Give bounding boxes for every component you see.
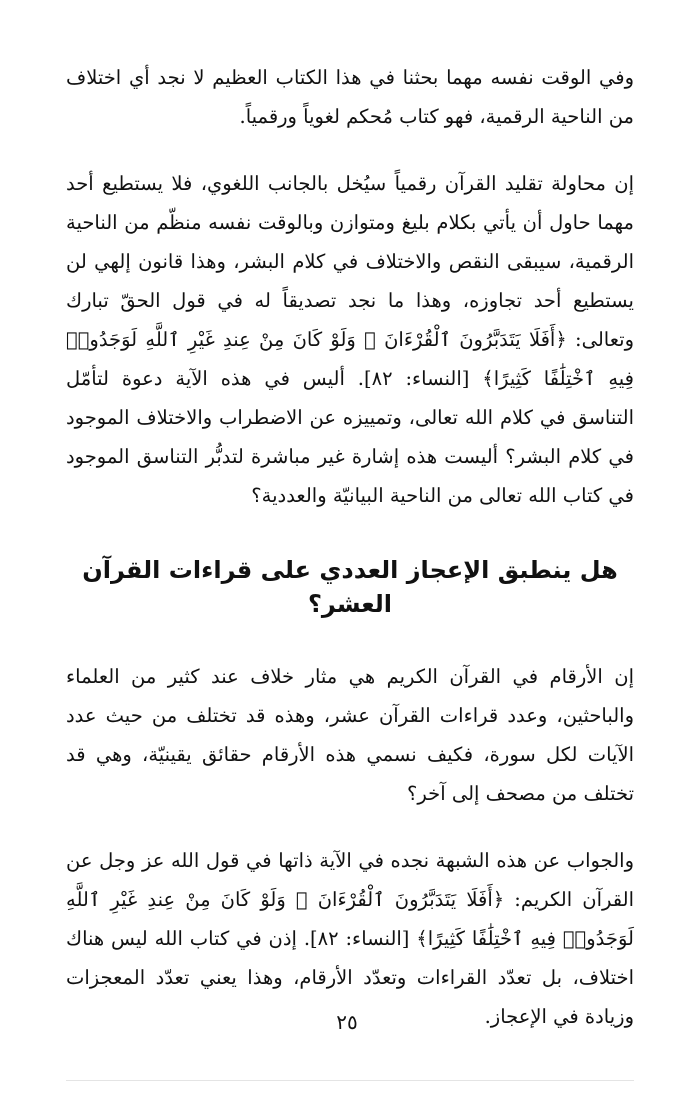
page-number: ٢٥: [336, 1010, 358, 1034]
paragraph-answer: والجواب عن هذه الشبهة نجده في الآية ذاتها في قول الله عز وجل عن القرآن الكريم: ﴿أَفَلَا يَتَدَبَّرُونَ ٱلْقُرْءَانَ ۚ وَلَوْ كَانَ مِنْ عِندِ غَيْرِ ٱللَّهِ لَوَجَدُوا۟ فِيهِ ٱخْتِلَٰفًا كَثِيرًا﴾ [النساء: ٨٢]. إذن في كتاب الله ليس هناك اختلاف، بل تعدّد القراءات وتعدّد الأرقام، وهذا يعني تعدّد المعجزات وزيادة في الإعجاز.: [66, 849, 634, 1028]
paragraph-question: إن الأرقام في القرآن الكريم هي مثار خلاف عند كثير من العلماء والباحثين، وعدد قراءات القرآن عشر، وهذه قد تختلف من حيث عدد الآيات لكل سورة، فكيف نسمي هذه الأرقام حقائق يقينيّة، وهي قد تختلف من مصحف إلى آخر؟: [66, 665, 634, 805]
bottom-divider: [66, 1080, 634, 1081]
paragraph-imitation: إن محاولة تقليد القرآن رقمياً سيُخل بالجانب اللغوي، فلا يستطيع أحد مهما حاول أن يأتي بكلام بليغ ومتوازن وبالوقت نفسه منظّم من الناحية الرقمية، سيبقى النقص والاختلاف في كلام البشر، وهذا قانون إلهي لن يستطيع أحد تجاوزه، وهذا ما نجد تصديقاً له في قول الحقّ تبارك وتعالى: ﴿أَفَلَا يَتَدَبَّرُونَ ٱلْقُرْءَانَ ۚ وَلَوْ كَانَ مِنْ عِندِ غَيْرِ ٱللَّهِ لَوَجَدُوا۟ فِيهِ ٱخْتِلَٰفًا كَثِيرًا﴾ [النساء: ٨٢]. أليس في هذه الآية دعوة لتأمّل التناسق في كلام الله تعالى، وتمييزه عن الاضطراب والاختلاف الموجود في كلام البشر؟ أليست هذه إشارة غير مباشرة لتدبُّر التناسق الموجود في كتاب الله تعالى من الناحية البيانيّة والعددية؟: [66, 172, 634, 507]
section-heading: هل ينطبق الإعجاز العددي على قراءات القرآن العشر؟: [82, 556, 618, 618]
paragraph-intro: وفي الوقت نفسه مهما بحثنا في هذا الكتاب العظيم لا نجد أي اختلاف من الناحية الرقمية، فهو كتاب مُحكم لغوياً ورقمياً.: [66, 66, 634, 128]
